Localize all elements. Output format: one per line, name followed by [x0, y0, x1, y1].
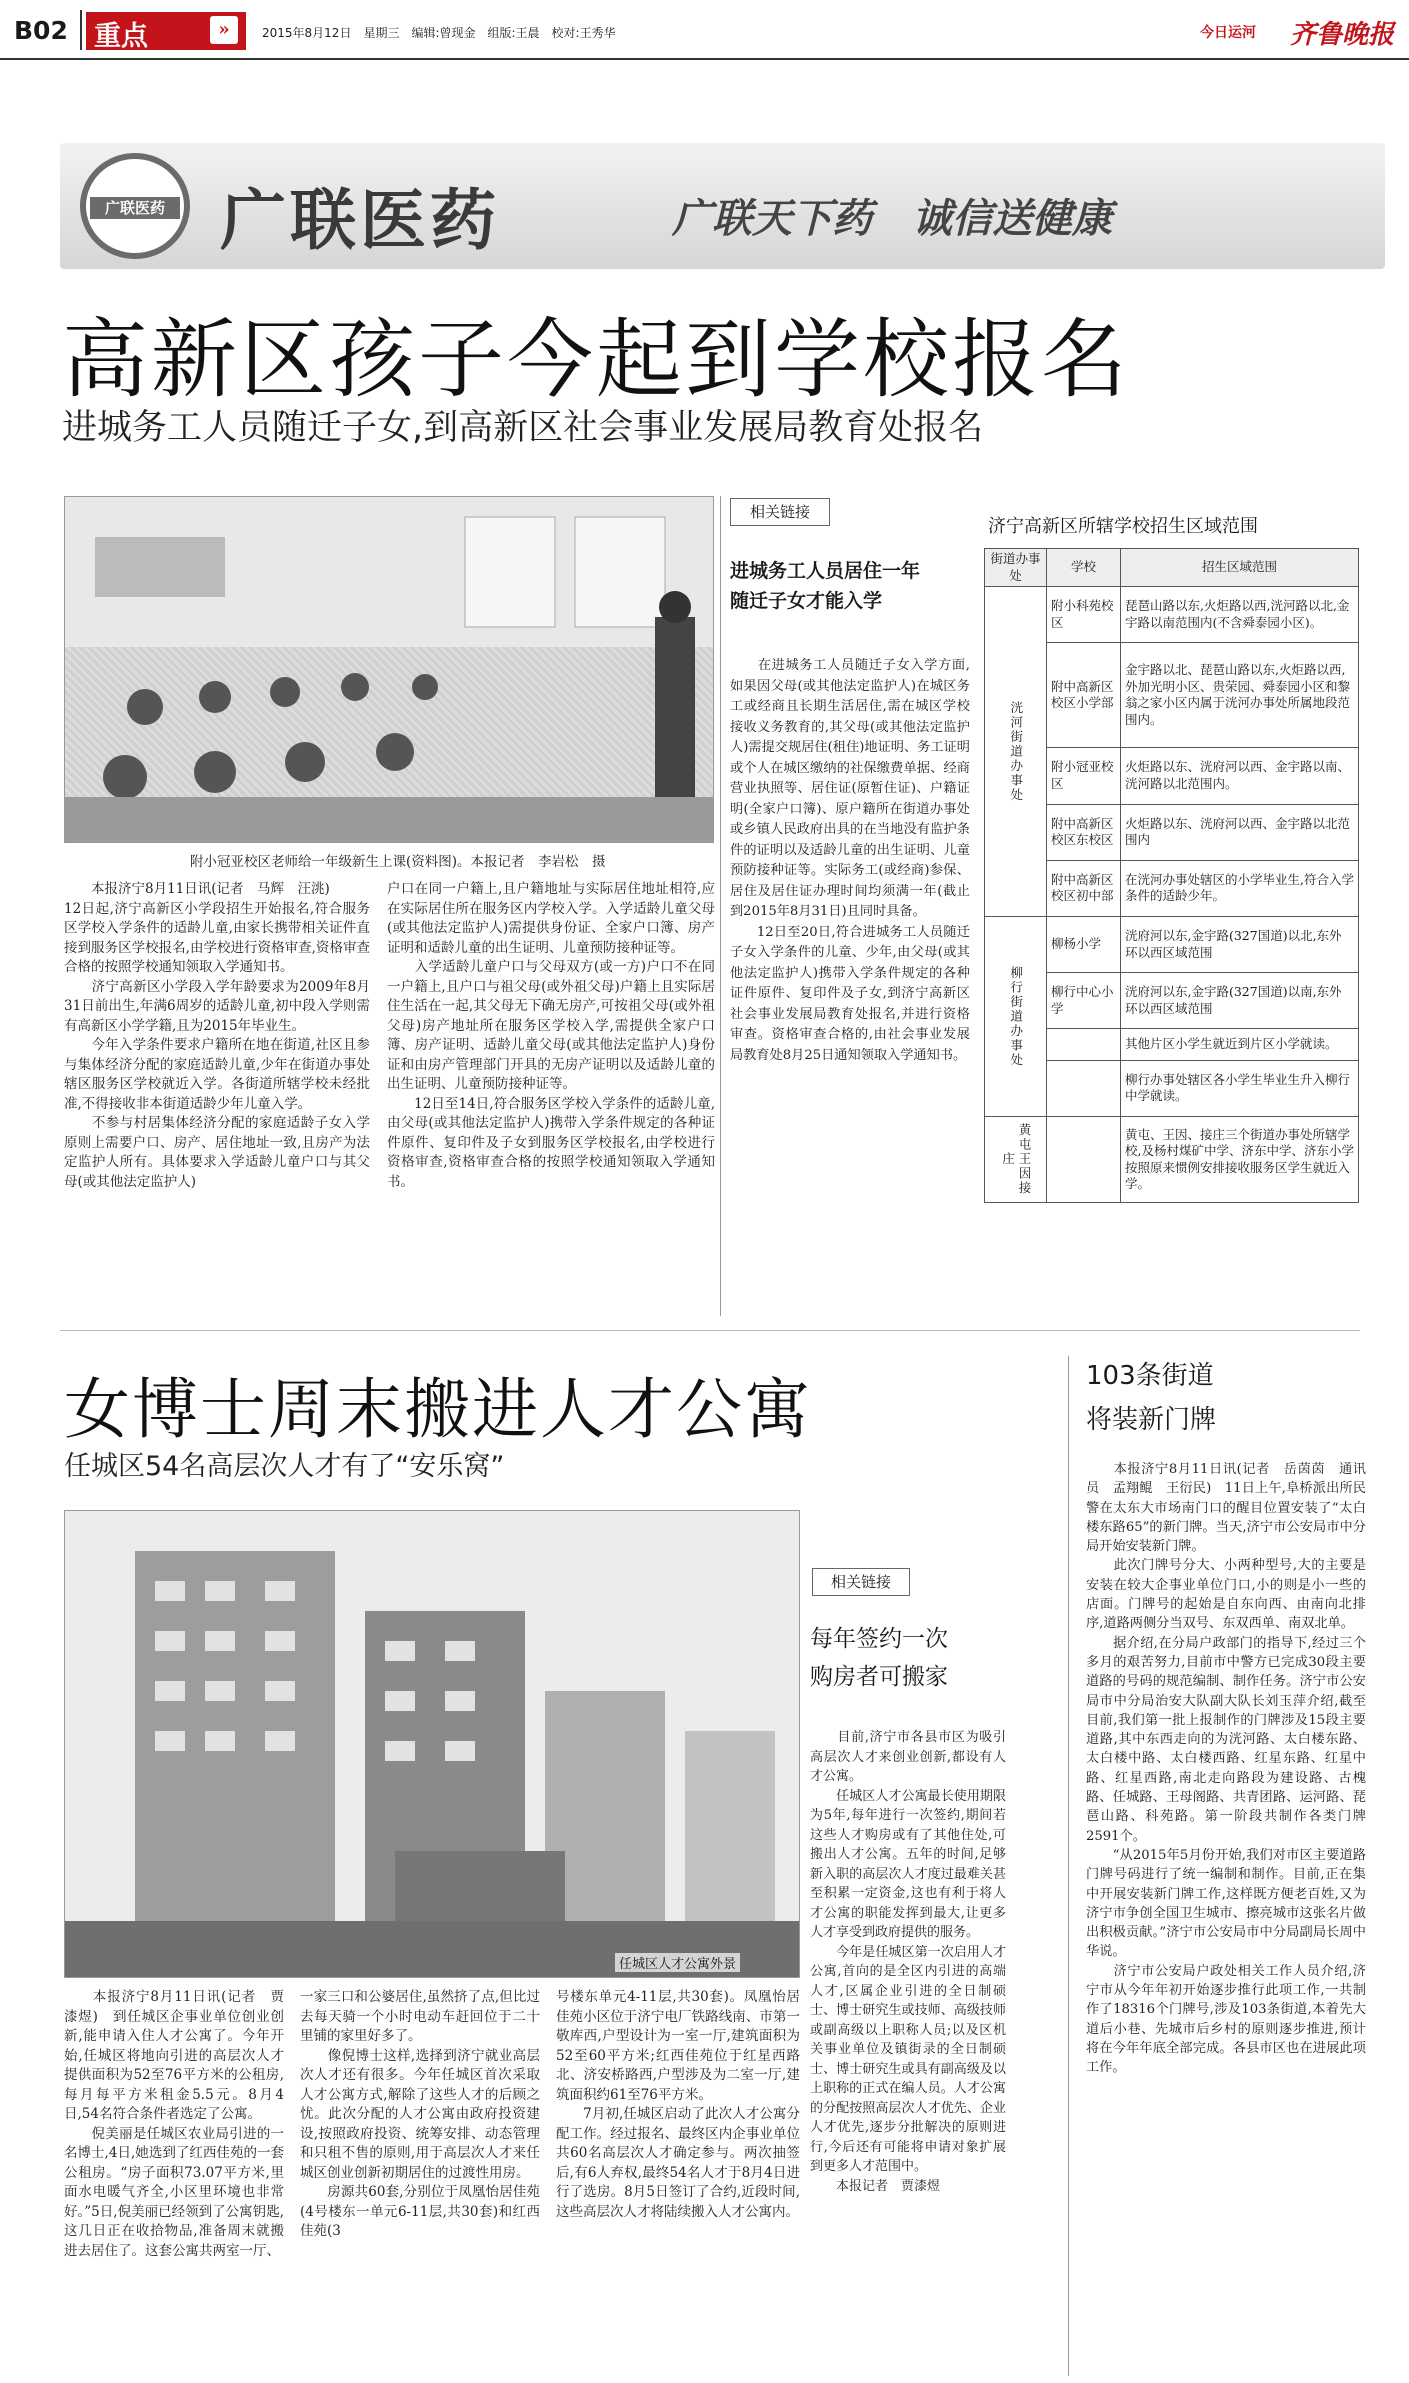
- article1-related-label: 相关链接: [730, 498, 830, 526]
- range-cell: 柳行办事处辖区各小学生毕业生升入柳行中学就读。: [1121, 1060, 1359, 1116]
- logo-text: 广联医药: [90, 197, 180, 219]
- section-divider: [60, 1330, 1360, 1331]
- table-header-row: [985, 549, 1359, 587]
- street-cell: 洸河街道办事处: [985, 587, 1047, 917]
- article1-photo: [64, 496, 714, 843]
- article2-sidebar-body: 目前,济宁市各县市区为吸引高层次人才来创业创新,都设有人才公寓。 任城区人才公寓最长使用期限为5年,每年进行一次签约,期间若这些人才购房或有了其他住处,可搬出人才公寓。五年的时间,足够新入职的高层次人才度过最难关甚至积累一定资金,这也有利于将人才公寓的职能发挥到最大,让更多人才享受到政府提供的服务。 今年是任城区第一次启用人才公寓,首向的是全区内引进的高端人才,区属企业引进的全日制硕士、博士研究生或技师、高级技师或副高级以上职称人员;以及区机关事业单位及镇街录的全日制硕士、博士研究生或具有副高级及以上职称的正式在编人员。人才公寓的分配按照高层次人才优先、企业人才优先,逐步分批解决的原则进行,今后还有可能将申请对象扩展到更多人才范围中。 本报记者 贾漆煜: [810, 1730, 1006, 2194]
- range-cell: 琵琶山路以东,火炬路以西,洸河路以北,金宇路以南范围内(不含舜泰园小区)。: [1121, 587, 1359, 643]
- section-tab: [86, 12, 246, 50]
- header-right-tag: 今日运河: [1200, 25, 1256, 41]
- school-cell: 附中高新区校区初中部: [1047, 860, 1121, 916]
- article2-col1: 本报济宁8月11日讯(记者 贾漆煜) 到任城区企事业单位创业创新,能申请入住人才公寓了。今年开始,任城区将地向引进的高层次人才提供面积为52至76平方米的公租房,每月每平方米租金5.5元。8月4日,54名符合条件者选定了公寓。 倪美丽是任城区农业局引进的一名博士,4日,她选到了红西佳苑的一套公租房。“房子面积73.07平方米,里面水电暖气齐全,小区里环境也非常好。”5日,倪美丽已经领到了公寓钥匙,这几日正在收拾物品,准备周末就搬进去居住了。这套公寓共两室一厅、: [64, 1989, 284, 2259]
- range-cell: 在洸河办事处辖区的小学毕业生,符合入学条件的适龄少年。: [1121, 860, 1359, 916]
- school-cell: 附小科苑校区: [1047, 587, 1121, 643]
- range-cell: 火炬路以东、洸府河以西、金宇路以北范围内: [1121, 804, 1359, 860]
- table-row: [985, 587, 1359, 643]
- school-cell: [1047, 1060, 1121, 1116]
- school-cell: 附中高新区校区小学部: [1047, 643, 1121, 748]
- range-cell: 洸府河以东,金宇路(327国道)以北,东外环以西区域范围: [1121, 917, 1359, 973]
- article2-photo: [64, 1510, 800, 1978]
- article2-col2: 一家三口和公婆居住,虽然挤了点,但比过去每天骑一个小时电动车赶回位于二十里铺的家里好多了。 像倪博士这样,选择到济宁就业高层次人才还有很多。今年任城区首次采取人才公寓方式,解除了这些人才的后顾之忧。此次分配的人才公寓由政府投资建设,按照政府投资、统筹安排、动态管理和只租不售的原则,用于高层次人才来任城区创业创新初期居住的过渡性用房。 房源共60套,分别位于凤凰怡居佳苑(4号楼东一单元6-11层,共30套)和红西佳苑(3: [300, 1989, 540, 2239]
- school-cell: [1047, 1117, 1121, 1203]
- page-header: [0, 0, 1409, 60]
- street-cell: 柳行街道办事处: [985, 917, 1047, 1117]
- article3-body: 本报济宁8月11日讯(记者 岳茵茵 通讯员 孟翔鲲 王衍民) 11日上午,阜桥派出所民警在太东大市场南门口的醒目位置安装了“太白楼东路65”的新门牌。当天,济宁市公安局市中分局开始安装新门牌。 此次门牌号分大、小两种型号,大的主要是安装在较大企事业单位门口,小的则是小一些的店面。门牌号的起始是自东向西、由南向北排序,道路两侧分当双号、东双西单、南双北单。 据介绍,在分局户政部门的指导下,经过三个多月的艰苦努力,目前市中警方已完成30段主要道路的号码的规范编制、制作任务。济宁市公安局市中分局治安大队副大队长刘玉萍介绍,截至目前,我们第一批上报制作的门牌涉及15段主要道路,其中东西走向的为洸河路、太白楼东路、太白楼中路、太白楼西路、红星东路、红星中路、红星西路,南北走向路段为建设路、古槐路、任城路、王母阁路、共青团路、运河路、琵琶山路、科苑路。第一阶段共制作各类门牌2591个。 “从2015年5月份开始,我们对市区主要道路门牌号码进行了统一编制和制作。目前,正在集中开展安装新门牌工作,这样既方便老百姓,又为济宁市争创全国卫生城市、擦亮城市这张名片做出积极贡献。”济宁市公安局市中分局副局长周中华说。 济宁市公安局户政处相关工作人员介绍,济宁市从今年年初开始逐步推行此项工作,一共制作了18316个门牌号,涉及103条街道,本着先大道后小巷、先城市后乡村的原则逐步推进,预计将在今年年底全部完成。各县市区也在进展此项工作。: [1086, 1462, 1366, 2076]
- section-label: 重点: [94, 21, 148, 52]
- table-header: 街道办事处: [985, 549, 1047, 587]
- table-title: 济宁高新区所辖学校招生区域范围: [988, 516, 1258, 537]
- banner-slogan: 广联天下药 诚信送健康: [672, 196, 1112, 242]
- article1-divider: [720, 496, 721, 1316]
- article1-subtitle: 进城务工人员随迁子女,到高新区社会事业发展局教育处报名: [62, 408, 984, 448]
- school-cell: 柳行中心小学: [1047, 973, 1121, 1029]
- article2-sidebar-title: 每年签约一次 购房者可搬家: [810, 1626, 948, 1690]
- article1-sidebar-title: 进城务工人员居住一年 随迁子女才能入学: [730, 560, 921, 612]
- school-cell: 柳杨小学: [1047, 917, 1121, 973]
- ad-banner: [60, 143, 1385, 269]
- school-cell: [1047, 1029, 1121, 1061]
- article3-title: 103条街道 将装新门牌: [1086, 1361, 1217, 1435]
- range-cell: 其他片区小学生就近到片区小学就读。: [1121, 1029, 1359, 1061]
- article2-caption: 任城区人才公寓外景: [615, 1953, 740, 1972]
- school-cell: 附中高新区校区东校区: [1047, 804, 1121, 860]
- article1-title: 高新区孩子今起到学校报名: [62, 310, 1130, 410]
- article1-sidebar-body: 在进城务工人员随迁子女入学方面,如果因父母(或其他法定监护人)在城区务工或经商且长期生活居住,需在城区学校接收义务教育的,其父母(或其他法定监护人)需提交规居住(租住)地证明、务工证明或个人在城区缴纳的社保缴费单据、经商营业执照等、居住证(原暂住证)、户籍证明(全家户口簿)、原户籍所在街道办事处或乡镇人民政府出具的在当地没有监护条件的证明以及适龄儿童的出生证明、儿童预防接种证等。实际务工(或经商)参保、居住及居住证办理时间均须满一年(截止到2015年8月31日)且同时具备。 12日至20日,符合进城务工人员随迁子女入学条件的儿童、少年,由父母(或其他法定监护人)携带入学条件规定的各种证件原件、复印件及子女,到济宁高新区社会事业发展局教育处报名,并进行资格审查。资格审查合格的,由社会事业发展局教育处8月25日通知领取入学通知书。: [730, 658, 970, 1063]
- article1-caption: 附小冠亚校区老师给一年级新生上课(资料图)。本报记者 李岩松 摄: [190, 854, 606, 870]
- article1-col1: 本报济宁8月11日讯(记者 马辉 汪洮) 12日起,济宁高新区小学段招生开始报名,符合服务区学校入学条件的适龄儿童,由家长携带相关证件直接到服务区学校报名,由学校进行资格审查,资格审查合格的按照学校通知领取入学通知书。 济宁高新区小学段入学年龄要求为2009年8月31日前出生,年满6周岁的适龄儿童,初中段入学则需有高新区小学学籍,且为2015年毕业生。 今年入学条件要求户籍所在地在街道,社区且参与集体经济分配的家庭适龄儿童,少年在街道办事处辖区服务区学校就近入学。各街道所辖学校未经批准,不得接收非本街道适龄少年儿童入学。 不参与村居集体经济分配的家庭适龄子女入学原则上需要户口、房产、居住地址一致,且房产为法定监护人所有。具体要求入学适龄儿童户口与其父母(或其他法定监护人): [64, 881, 370, 1190]
- table-header: 招生区域范围: [1121, 549, 1359, 587]
- article1-col2: 户口在同一户籍上,且户籍地址与实际居住地址相符,应在实际居住所在服务区内学校入学。入学适龄儿童父母(或其他法定监护人)需提供身份证、全家户口簿、房产证明和适龄儿童的出生证明、儿童预防接种证等。 入学适龄儿童户口与父母双方(或一方)户口不在同一户籍上,且户口与祖父母(或外祖父母)户籍上且实际居住生活在一起,其父母无下确无房产,可按祖父母(或外祖父母)房产地址所在服务区学校入学,需提供全家户口簿、房产证明、适龄儿童父母(或其他法定监护人)身份证和由房产管理部门开具的无房产证明以及适龄儿童的出生证明、儿童预防接种证等。 12日至14日,符合服务区学校入学条件的适龄儿童,由父母(或其他法定监护人)携带入学条件规定的各种证件原件、复印件及子女到服务区学校报名,由学校进行资格审查,资格审查合格的按照学校通知领取入学通知书。: [387, 881, 715, 1190]
- range-cell: 洸府河以东,金宇路(327国道)以南,东外环以西区域范围: [1121, 973, 1359, 1029]
- double-chevron-icon: »: [210, 16, 238, 44]
- schools-table-box: [984, 498, 1359, 1203]
- classroom-photo-icon: [65, 497, 714, 843]
- paper-name: 齐鲁晚报: [1290, 20, 1395, 50]
- header-rule: [0, 58, 1409, 60]
- article2-col3: 号楼东单元4-11层,共30套)。凤凰怡居佳苑小区位于济宁电厂铁路线南、市第一敬库西,户型设计为一室一厅,建筑面积为52至60平方米;红西佳苑位于红星西路北、济安桥路西,户型涉及为二室一厅,建筑面积约61至76平方米。 7月初,任城区启动了此次人才公寓分配工作。经过报名、最终区内企事业单位共60名高层次人才确定参与。两次抽签后,有6人弃权,最终54名人才于8月4日进行了选房。8月5日签订了合约,近段时间,这些高层次人才将陆续搬入人才公寓内。: [556, 1989, 800, 2220]
- table-header: 学校: [1047, 549, 1121, 587]
- article2-subtitle: 任城区54名高层次人才有了“安乐窝”: [64, 1451, 505, 1482]
- range-cell: 金宇路以北、琵琶山路以东,火炬路以西,外加光明小区、贵荣园、舜泰园小区和黎翁之家小区内属于洸河办事处所属地段范围内。: [1121, 643, 1359, 748]
- table-row: [985, 917, 1359, 973]
- apartment-photo-icon: [65, 1511, 800, 1978]
- table-row: [985, 1117, 1359, 1203]
- schools-table: [984, 548, 1359, 1203]
- range-cell: 火炬路以东、洸府河以西、金宇路以南、洸河路以北范围内。: [1121, 748, 1359, 804]
- logo-circle-icon: [80, 153, 190, 259]
- article2-related-label: 相关链接: [812, 1568, 910, 1596]
- range-cell: 黄屯、王因、接庄三个街道办事处所辖学校,及杨村煤矿中学、济东中学、济东小学按照原来惯例安排接收服务区学生就近入学。: [1121, 1117, 1359, 1203]
- header-meta: 2015年8月12日 星期三 编辑:曾现金 组版:王晨 校对:王秀华: [262, 26, 616, 40]
- school-cell: 附小冠亚校区: [1047, 748, 1121, 804]
- street-cell: 黄屯王因接庄: [985, 1117, 1047, 1203]
- header-divider: [80, 10, 82, 50]
- article3-divider: [1068, 1356, 1069, 2376]
- banner-title: 广联医药: [220, 182, 500, 259]
- page-number: B02: [14, 16, 68, 45]
- article2-title: 女博士周末搬进人才公寓: [64, 1371, 812, 1448]
